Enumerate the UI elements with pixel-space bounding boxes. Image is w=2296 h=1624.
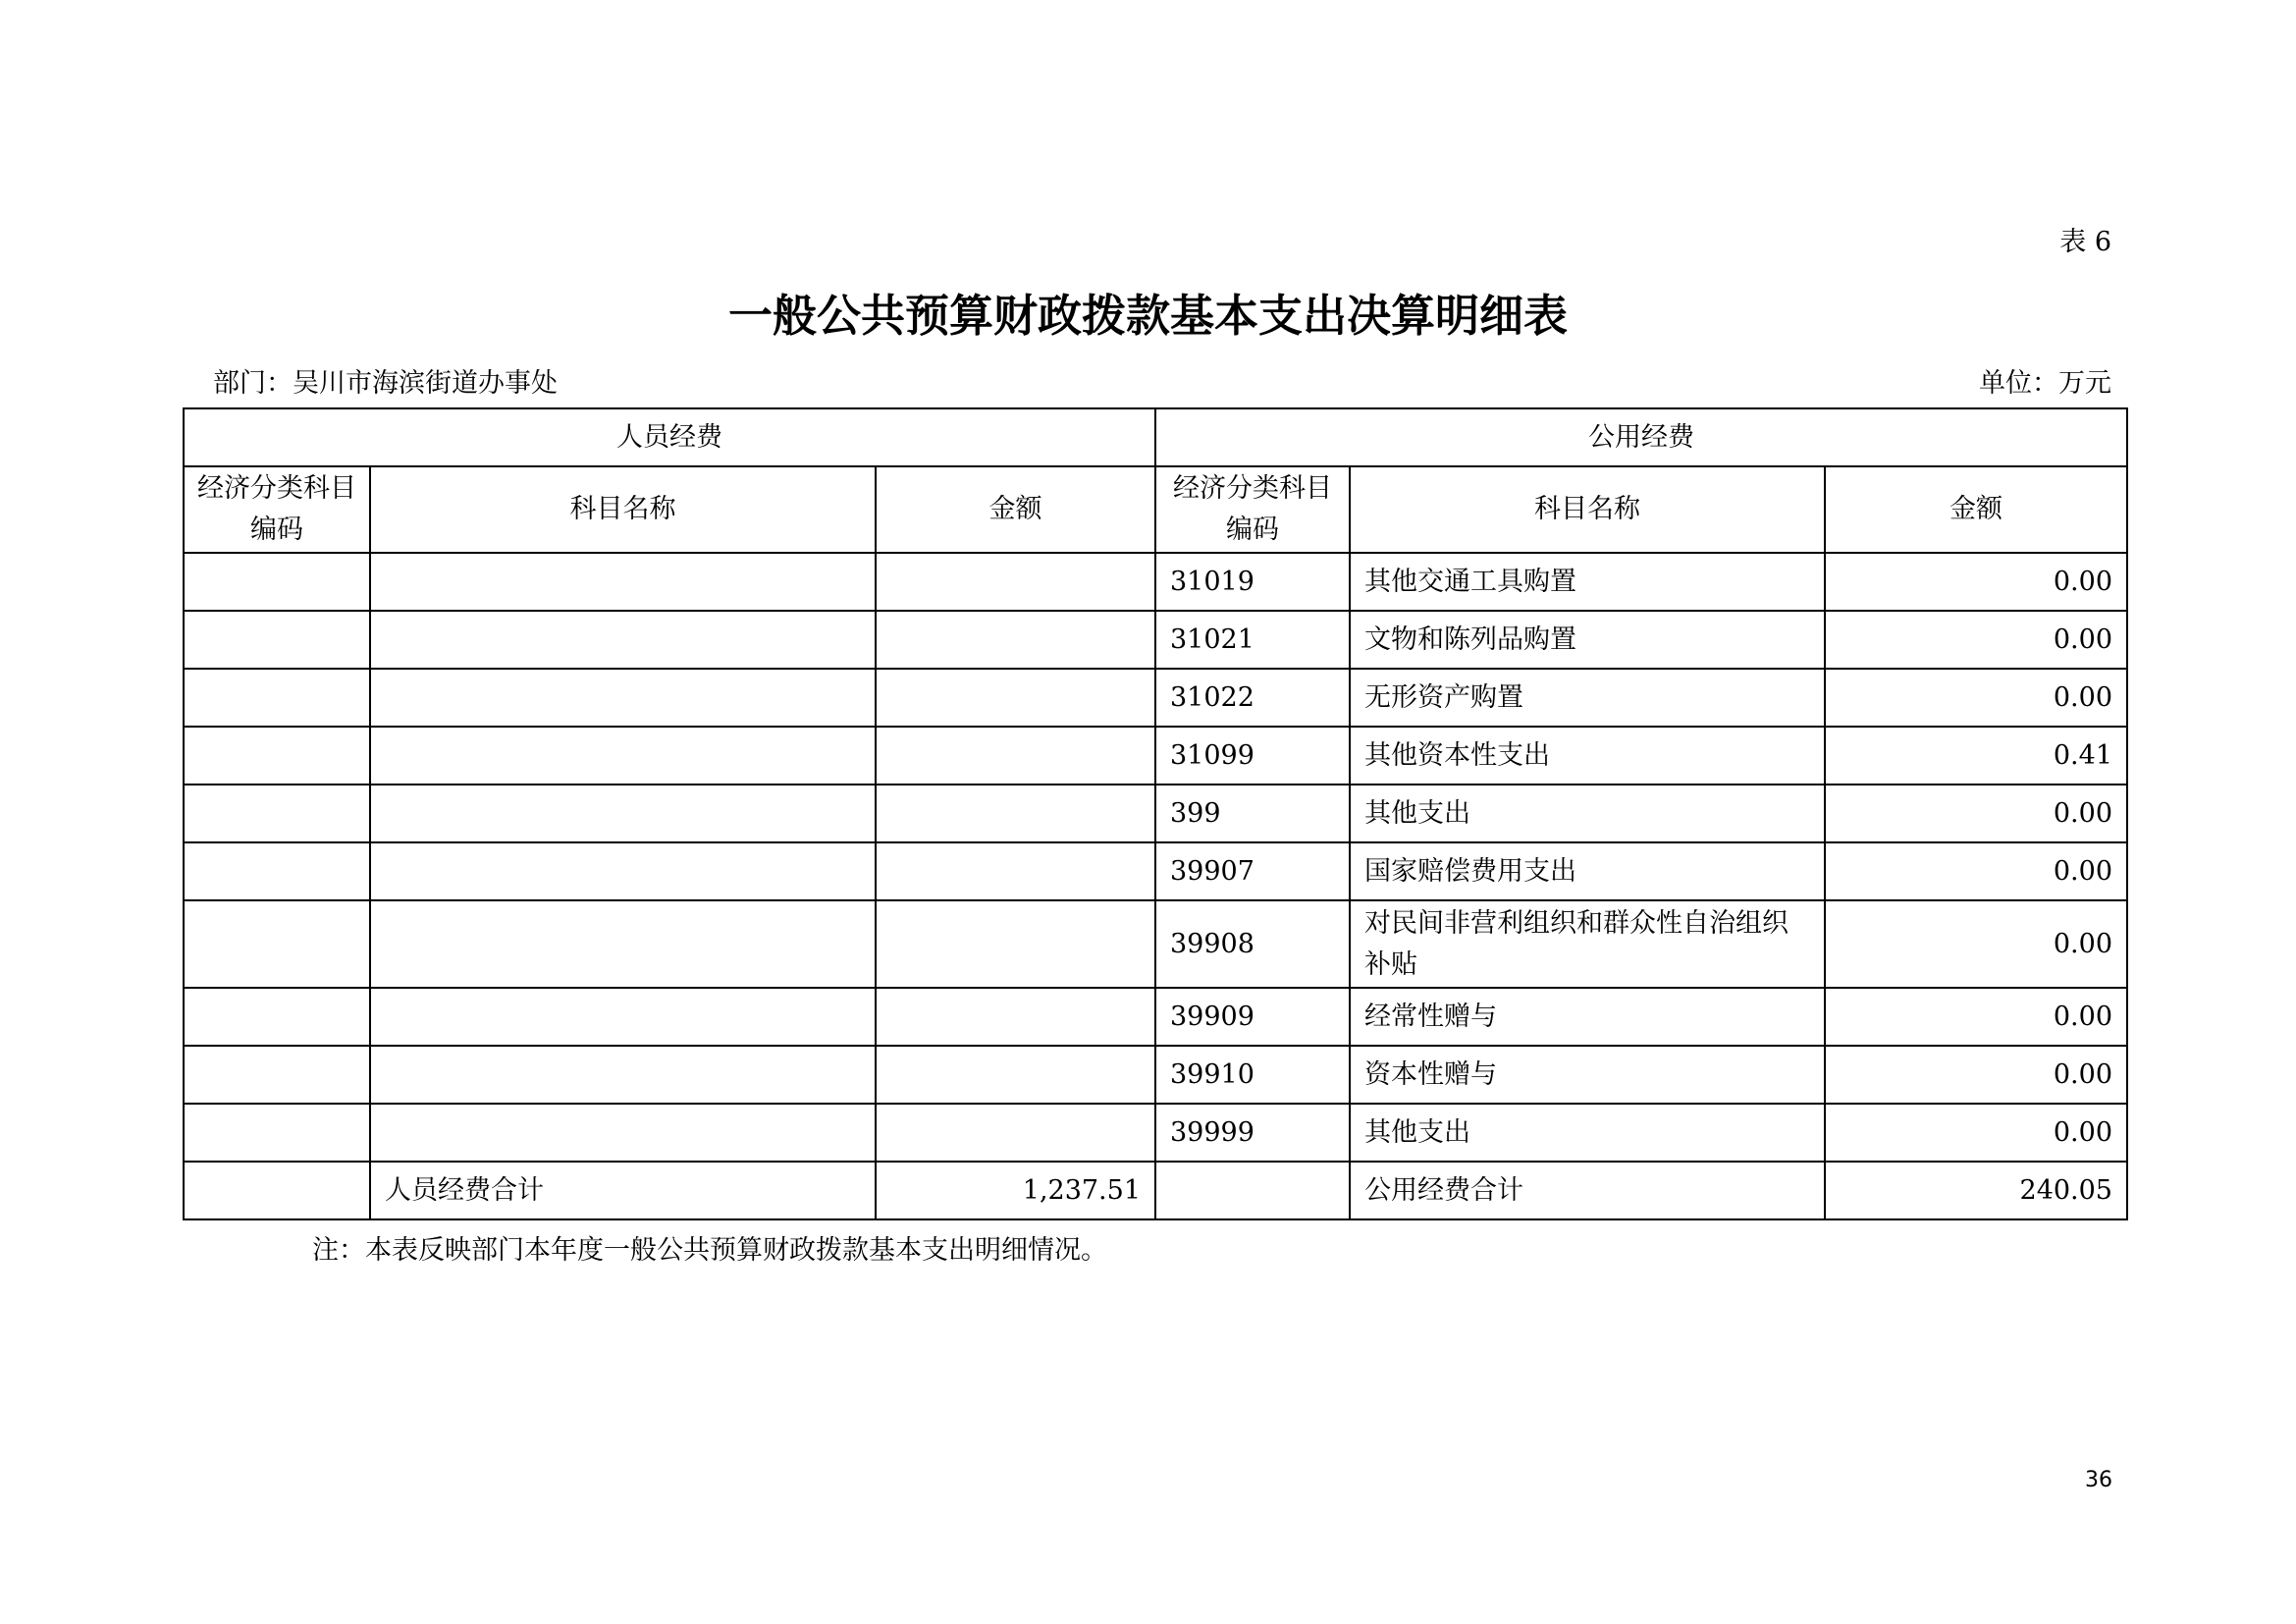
table-row [184,727,2127,785]
amount-cell: 0.41 [1825,727,2127,785]
empty-cell [184,611,370,669]
expenditure-table [183,407,2128,1220]
empty-cell [184,1046,370,1104]
table-row [184,553,2127,611]
name-cell: 其他资本性支出 [1350,727,1825,785]
empty-cell [876,611,1155,669]
table-row [184,611,2127,669]
personnel-total-amount: 1,237.51 [876,1162,1155,1219]
table-note: 注：本表反映部门本年度一般公共预算财政拨款基本支出明细情况。 [312,1235,1107,1266]
amount-cell: 0.00 [1825,900,2127,988]
amount-cell: 0.00 [1825,1104,2127,1162]
name-cell: 其他支出 [1350,785,1825,842]
empty-cell [370,785,876,842]
header-amount: 金额 [1825,466,2127,553]
public-total-amount: 240.05 [1825,1162,2127,1219]
table-row [184,785,2127,842]
table-row [184,900,2127,988]
empty-cell [370,1104,876,1162]
table-row [184,988,2127,1046]
empty-cell [184,842,370,900]
code-cell: 31019 [1155,553,1350,611]
empty-cell [184,988,370,1046]
header-code: 经济分类科目编码 [1155,466,1350,553]
code-cell: 39908 [1155,900,1350,988]
empty-cell [876,553,1155,611]
empty-cell [184,669,370,727]
code-cell: 31021 [1155,611,1350,669]
page-number: 36 [2085,1468,2112,1492]
group-personnel: 人员经费 [184,408,1155,466]
empty-cell [876,669,1155,727]
department-label: 部门：吴川市海滨街道办事处 [213,368,558,399]
page-title: 一般公共预算财政拨款基本支出决算明细表 [727,290,1568,342]
table-row [184,1046,2127,1104]
empty-cell [370,842,876,900]
code-cell: 31099 [1155,727,1350,785]
empty-cell [876,1104,1155,1162]
empty-cell [370,988,876,1046]
amount-cell: 0.00 [1825,669,2127,727]
table-row [184,842,2127,900]
name-cell: 经常性赠与 [1350,988,1825,1046]
table-row [184,1104,2127,1162]
name-cell: 文物和陈列品购置 [1350,611,1825,669]
code-cell: 39999 [1155,1104,1350,1162]
amount-cell: 0.00 [1825,1046,2127,1104]
empty-cell [370,669,876,727]
group-public: 公用经费 [1155,408,2127,466]
empty-cell [370,727,876,785]
name-cell: 资本性赠与 [1350,1046,1825,1104]
empty-cell [184,553,370,611]
amount-cell: 0.00 [1825,988,2127,1046]
name-cell: 无形资产购置 [1350,669,1825,727]
empty-cell [370,1046,876,1104]
amount-cell: 0.00 [1825,611,2127,669]
code-cell: 39909 [1155,988,1350,1046]
code-cell: 31022 [1155,669,1350,727]
header-amount: 金额 [876,466,1155,553]
empty-cell [876,1046,1155,1104]
header-code: 经济分类科目编码 [184,466,370,553]
header-name: 科目名称 [1350,466,1825,553]
unit-label: 单位：万元 [1979,368,2111,399]
amount-cell: 0.00 [1825,842,2127,900]
empty-cell [876,785,1155,842]
empty-cell [184,727,370,785]
empty-cell [876,842,1155,900]
empty-cell [370,553,876,611]
empty-cell [370,900,876,988]
empty-cell [876,988,1155,1046]
amount-cell: 0.00 [1825,785,2127,842]
name-cell: 对民间非营利组织和群众性自治组织补贴 [1350,900,1825,988]
empty-cell [184,900,370,988]
empty-cell [876,727,1155,785]
amount-cell: 0.00 [1825,553,2127,611]
empty-cell [1155,1162,1350,1219]
empty-cell [370,611,876,669]
name-cell: 国家赔偿费用支出 [1350,842,1825,900]
name-cell: 其他交通工具购置 [1350,553,1825,611]
code-cell: 39910 [1155,1046,1350,1104]
table-row [184,669,2127,727]
code-cell: 399 [1155,785,1350,842]
code-cell: 39907 [1155,842,1350,900]
name-cell: 其他支出 [1350,1104,1825,1162]
table-number: 表 6 [2059,227,2111,257]
empty-cell [184,1162,370,1219]
header-name: 科目名称 [370,466,876,553]
empty-cell [184,1104,370,1162]
public-total-label: 公用经费合计 [1350,1162,1825,1219]
empty-cell [184,785,370,842]
total-row [184,1162,2127,1219]
empty-cell [876,900,1155,988]
personnel-total-label: 人员经费合计 [370,1162,876,1219]
